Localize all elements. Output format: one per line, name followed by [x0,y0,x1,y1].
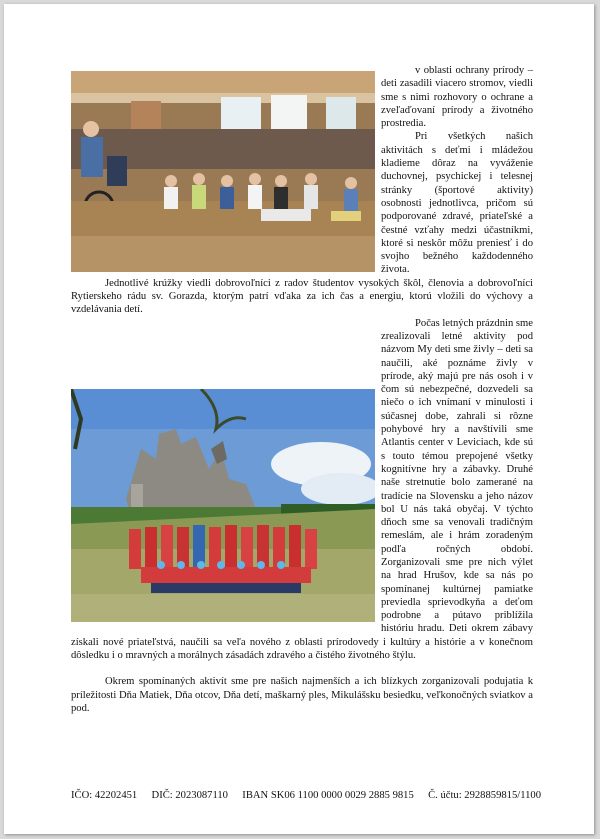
footer-dic: DIČ: 2023087110 [151,790,228,801]
footer-registration-info [71,790,541,801]
photo-children-castle-hrusov [71,389,375,622]
paragraph-volunteers: Jednotlivé krúžky viedli dobrovoľníci z radov študentov vysokých škôl, členovia a dobrovoľníci Rytierskeho rádu sv. Gorazda, ktorým patrí vďaka za ich čas a energiu, ktorú vložili do výchovy a vzdelávania detí. [71,277,533,316]
footer-iban: IBAN SK06 1100 0000 0029 2885 9815 [242,790,414,801]
photo-children-seniors-hall [71,71,375,272]
paragraph-summer-activities: Počas letných prázdnin sme zrealizovali letné aktivity pod názvom My deti sme živly – deti sa naučili, aké poznáme živly v prírode, aký majú pre nás osoh i v čom sú nebezpečné, dozvedeli sa niečo o ich vnímaní v minulosti i súčasnej dobe, zahrali si rôzne pohybové hry a navštívili sme Atlantis center v Leviciach, kde sú s touto témou prepojené všetky kognitívne hry a zábavky. Druhé naše stretnutie bolo zamerané na tradície na Slovensku a jeho názov bol U nás taká obyčaj. V týchto dňoch sme sa venovali tradičným remeslám, ale i hrám zoradeným podľa ročných období. Zorganizovali sme pre nich výlet na hrad Hrušov, kde sa nás po spomínanej kultúrnej pamiatke previedla sprievodkyňa a deťom podrobne a pútavo priblížila históriu hradu. Deti okrem zábavy získali nové priateľstvá, naučili sa veľa nového z oblasti prírodovedy i kultúry a histórie a v konečnom dôsledku i o mravných a morálnych zásadách zdravého a čistého životného štýlu. [71,317,533,662]
paragraph-nature-protection: v oblasti ochrany prírody – deti zasadili viacero stromov, viedli sme s nimi rozhovory o ochrane a zveľaďovaní prírody a životného prostredia. [381,65,533,130]
footer-ico: IČO: 42202451 [71,790,138,801]
paragraph-other-events: Okrem spomínaných aktivít sme pre našich najmenších a ich blízkych zorganizovali podujatia k príležitosti Dňa Matiek, Dňa otcov, Dňa detí, maškarný ples, Mikulášsku besiedku, veľkonočných sviatkov a pod. [71,676,533,714]
page-content [71,64,533,715]
document-page [4,4,594,834]
paragraph-activities-balance: Pri všetkých našich aktivitách s deťmi i mládežou kladieme dôraz na vyváženie duchovnej, psychickej i telesnej stránky (športové aktivity) osobnosti jednotlivca, pričom sú podporované zdravé, priateľské a čestné vzťahy medzi účastníkmi, ktoré si neskôr môžu preniesť i do svojho bežného každodenného života. [381,131,533,276]
footer-account: Č. účtu: 2928859815/1100 [428,790,541,801]
